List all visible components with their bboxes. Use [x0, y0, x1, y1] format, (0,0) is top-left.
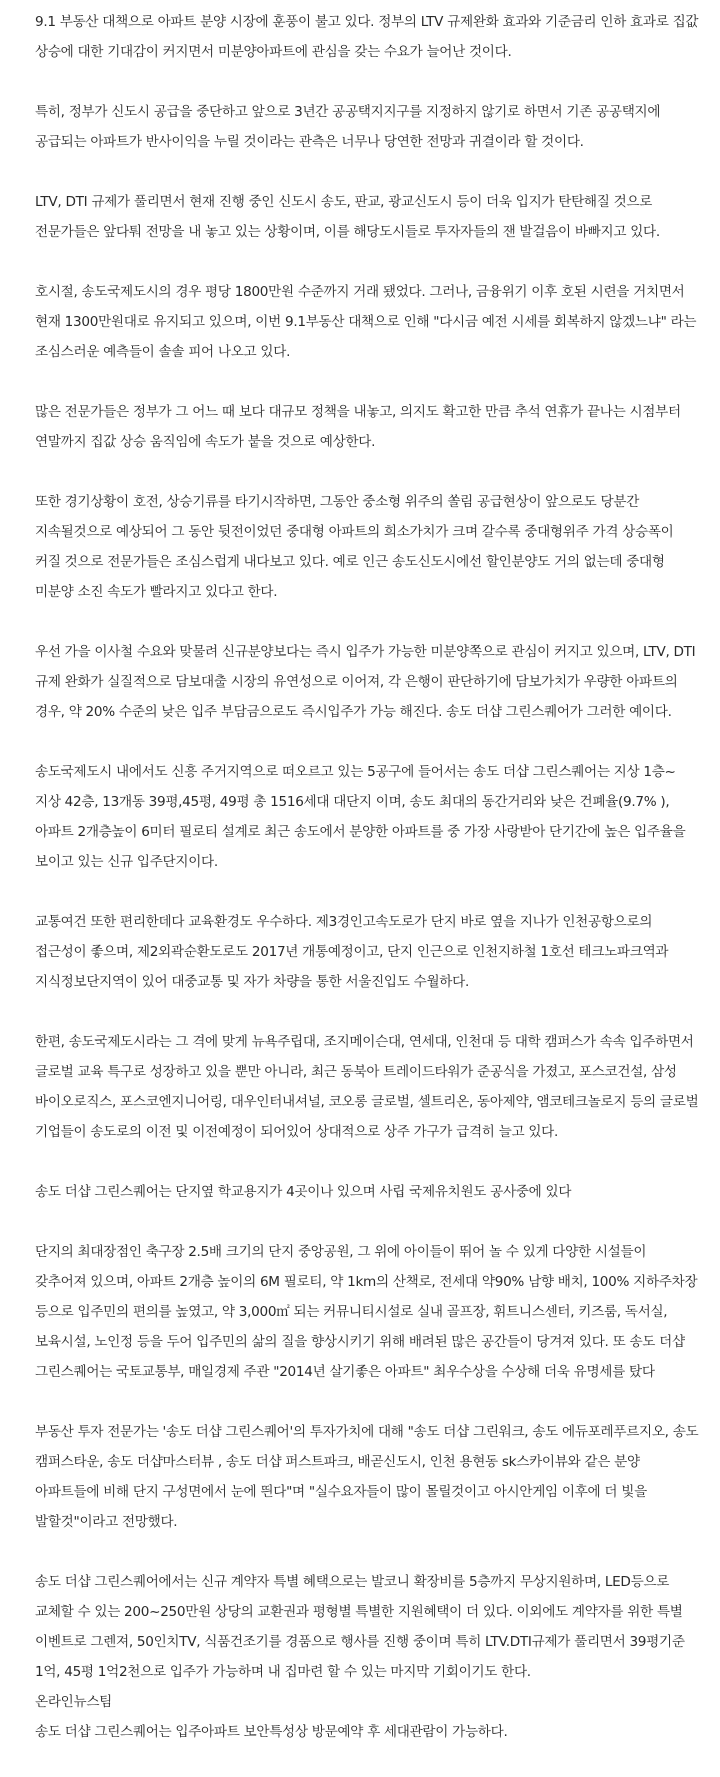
article-paragraph: 송도 더샵 그린스퀘어는 입주아파트 보안특성상 방문예약 후 세대관람이 가능하다. — [35, 1724, 508, 1740]
article-paragraph: 송도국제도시 내에서도 신흥 주거지역으로 떠오르고 있는 5공구에 들어서는 송도 더샵 그린스퀘어는 지상 1층~지상 42층, 13개동 39평,45평, 49평 총 1516세대 대단지 이며, 송도 최대의 동간거리와 낮은 건폐율(9.7% ), 아파트 2개층높이 6미터 필로티 설계로 최근 송도에서 분양한 아파트를 중 가장 사랑받아 단기간에 높은 입주율을 보이고 있는 신규 입주단지이다. — [35, 764, 686, 870]
article-paragraph: 우선 가을 이사철 수요와 맞물려 신규분양보다는 즉시 입주가 가능한 미분양쪽으로 관심이 커지고 있으며, LTV, DTI 규제 완화가 실질적으로 담보대출 시장의 유연성으로 이어져, 각 은행이 판단하기에 담보가치가 우량한 아파트의 경우, 약 20% 수준의 낮은 입주 부담금으로도 즉시입주가 가능 해진다. 송도 더샵 그린스퀘어가 그러한 예이다. — [35, 644, 696, 720]
article-paragraph: 9.1 부동산 대책으로 아파트 분양 시장에 훈풍이 불고 있다. 정부의 LTV 규제완화 효과와 기준금리 인하 효과로 집값 상승에 대한 기대감이 커지면서 미분양아파트에 관심을 갖는 수요가 늘어난 것이다. — [35, 14, 699, 60]
article-paragraph: 송도 더샵 그린스퀘어는 단지옆 학교용지가 4곳이나 있으며 사립 국제유치원도 공사중에 있다 — [35, 1184, 572, 1200]
article-paragraph: 송도 더샵 그린스퀘어에서는 신규 계약자 특별 혜택으로는 발코니 확장비를 5층까지 무상지원하며, LED등으로 교체할 수 있는 200~250만원 상당의 교환권과 평형별 특별한 지원혜택이 더 있다. 이외에도 계약자를 위한 특별 이벤트로 그렌져, 50인치TV, 식품건조기를 경품으로 행사를 진행 중이며 특히 LTV.DTI규제가 풀리면서 39평기준 1억, 45평 1억2천으로 입주가 가능하며 내 집마련 할 수 있는 마지막 기회이기도 한다. — [35, 1574, 685, 1680]
article-body — [35, 7, 700, 1777]
article-byline: 온라인뉴스팀 — [35, 1694, 112, 1710]
article-paragraph: 많은 전문가들은 정부가 그 어느 때 보다 대규모 정책을 내놓고, 의지도 확고한 만큼 추석 연휴가 끝나는 시점부터 연말까지 집값 상승 움직임에 속도가 붙을 것으로 예상한다. — [35, 404, 681, 450]
article-paragraph: 한편, 송도국제도시라는 그 격에 맞게 뉴욕주립대, 조지메이슨대, 연세대, 인천대 등 대학 캠퍼스가 속속 입주하면서 글로벌 교육 특구로 성장하고 있을 뿐만 아니라, 최근 동북아 트레이드타워가 준공식을 가졌고, 포스코건설, 삼성 바이오로직스, 포스코엔지니어링, 대우인터내셔널, 코오롱 글로벌, 셀트리온, 동아제약, 앰코테크놀로지 등의 글로벌 기업들이 송도로의 이전 및 이전예정이 되어있어 상대적으로 상주 가구가 급격히 늘고 있다. — [35, 1034, 699, 1140]
article-paragraph: 단지의 최대장점인 축구장 2.5배 크기의 단지 중앙공원, 그 위에 아이들이 뛰어 놀 수 있게 다양한 시설들이 갖추어져 있으며, 아파트 2개층 높이의 6M 필로티, 약 1km의 산책로, 전세대 약90% 남향 배치, 100% 지하주차장 등으로 입주민의 편의를 높였고, 약 3,000㎡ 되는 커뮤니티시설로 실내 골프장, 휘트니스센터, 키즈룸, 독서실, 보육시설, 노인정 등을 두어 입주민의 삶의 질을 향상시키기 위해 배려된 많은 공간들이 당겨져 있다. 또 송도 더샵 그린스퀘어는 국토교통부, 매일경제 주관 "2014년 살기좋은 아파트" 최우수상을 수상해 더욱 유명세를 탔다 — [35, 1244, 698, 1380]
article-paragraph: LTV, DTI 규제가 풀리면서 현재 진행 중인 신도시 송도, 판교, 광교신도시 등이 더욱 입지가 탄탄해질 것으로 전문가들은 앞다퉈 전망을 내 놓고 있는 상황이며, 이를 해당도시들로 투자자들의 잰 발걸음이 바빠지고 있다. — [35, 194, 660, 240]
article-paragraph: 호시절, 송도국제도시의 경우 평당 1800만원 수준까지 거래 됐었다. 그러나, 금융위기 이후 호된 시련을 거치면서 현재 1300만원대로 유지되고 있으며, 이번 9.1부동산 대책으로 인해 "다시금 예전 시세를 회복하지 않겠느냐" 라는 조심스러운 예측들이 솔솔 피어 나오고 있다. — [35, 284, 697, 360]
article-paragraph: 또한 경기상황이 호전, 상승기류를 타기시작하면, 그동안 중소형 위주의 쏠림 공급현상이 앞으로도 당분간 지속될것으로 예상되어 그 동안 뒷전이었던 중대형 아파트의 희소가치가 크며 갈수록 중대형위주 가격 상승폭이 커질 것으로 전문가들은 조심스럽게 내다보고 있다. 예로 인근 송도신도시에선 할인분양도 거의 없는데 중대형 미분양 소진 속도가 빨라지고 있다고 한다. — [35, 494, 674, 600]
article-paragraph: 교통여건 또한 편리한데다 교육환경도 우수하다. 제3경인고속도로가 단지 바로 옆을 지나가 인천공항으로의 접근성이 좋으며, 제2외곽순환도로도 2017년 개통예정이고, 단지 인근으로 인천지하철 1호선 테크노파크역과 지식정보단지역이 있어 대중교통 및 자가 차량을 통한 서울진입도 수월하다. — [35, 914, 669, 990]
article-paragraph: 부동산 투자 전문가는 '송도 더샵 그린스퀘어'의 투자가치에 대해 "송도 더샵 그린워크, 송도 에듀포레푸르지오, 송도 캠퍼스타운, 송도 더샵마스터뷰 , 송도 더샵 퍼스트파크, 배곧신도시, 인천 용현동 sk스카이뷰와 같은 분양 아파트들에 비해 단지 구성면에서 눈에 띈다"며 "실수요자들이 많이 몰릴것이고 아시안게임 이후에 더 빛을 발할것"이라고 전망했다. — [35, 1424, 699, 1530]
article-paragraph: 특히, 정부가 신도시 공급을 중단하고 앞으로 3년간 공공택지지구를 지정하지 않기로 하면서 기존 공공택지에 공급되는 아파트가 반사이익을 누릴 것이라는 관측은 너무나 당연한 전망과 귀결이라 할 것이다. — [35, 104, 661, 150]
